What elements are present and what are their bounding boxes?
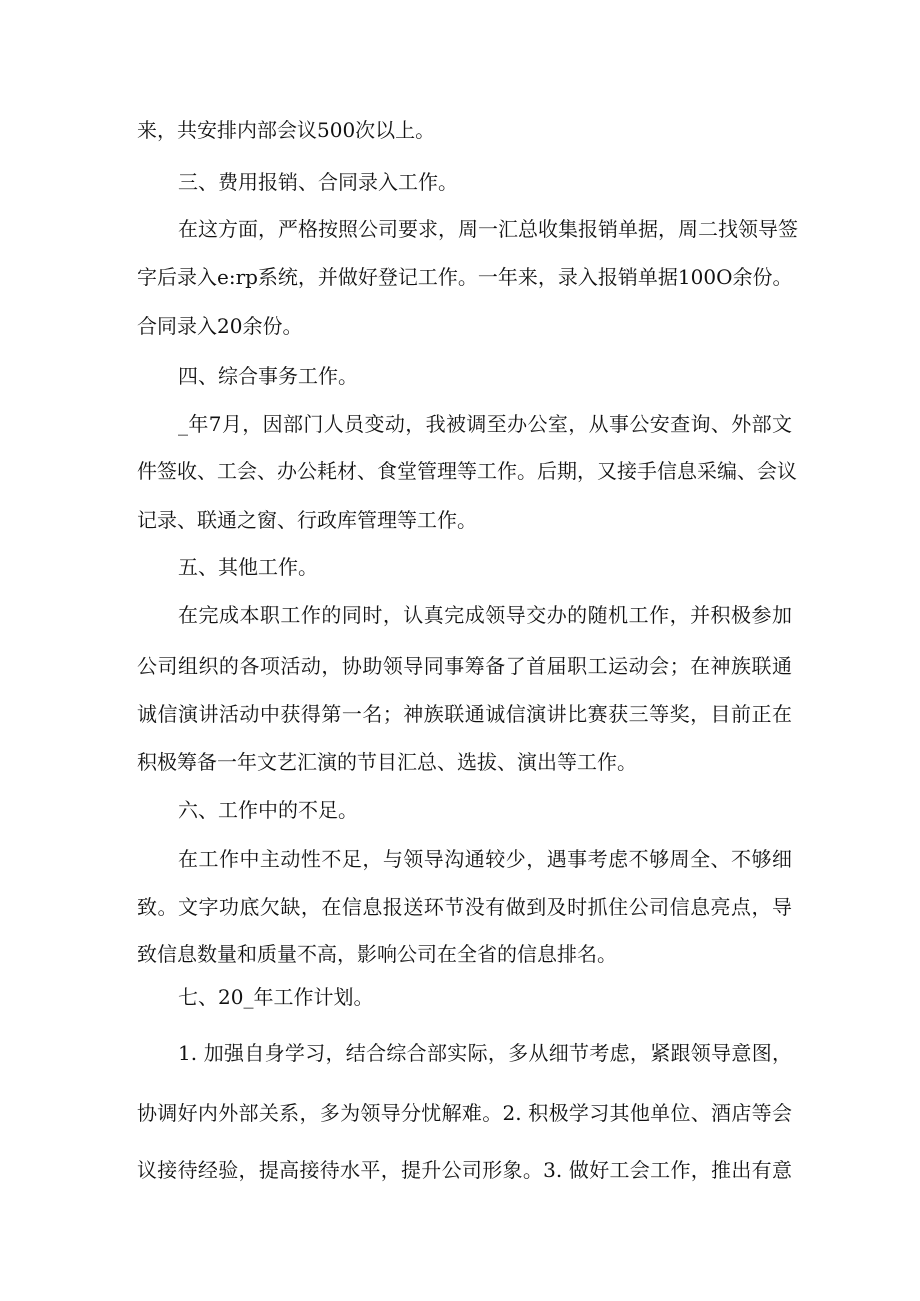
body-line: 件签收、工会、办公耗材、食堂管理等工作。后期，又接手信息采编、会议 bbox=[137, 459, 797, 483]
section-heading: 四、综合事务工作。 bbox=[178, 364, 358, 388]
body-line: 协调好内外部关系，多为领导分忧解难。2. 积极学习其他单位、酒店等会 bbox=[137, 1101, 792, 1125]
body-line: 字后录入e:rp系统，并做好登记工作。一年来，录入报销单据100O余份。 bbox=[137, 265, 793, 289]
section-heading: 六、工作中的不足。 bbox=[178, 798, 358, 822]
body-line: 记录、联通之窗、行政库管理等工作。 bbox=[137, 508, 477, 532]
body-line: 诚信演讲活动中获得第一名；神族联通诚信演讲比赛获三等奖，目前正在 bbox=[137, 702, 792, 726]
body-line: 在完成本职工作的同时，认真完成领导交办的随机工作，并积极参加 bbox=[178, 603, 792, 627]
body-line: 合同录入20余份。 bbox=[137, 314, 303, 338]
body-line: 致信息数量和质量不高，影响公司在全省的信息排名。 bbox=[137, 942, 617, 966]
body-line: 来，共安排内部会议500次以上。 bbox=[137, 118, 436, 142]
body-line: 在工作中主动性不足，与领导沟通较少，遇事考虑不够周全、不够细 bbox=[178, 847, 792, 871]
body-line: 议接待经验，提高接待水平，提升公司形象。3. 做好工会工作，推出有意 bbox=[137, 1158, 792, 1182]
body-line: _年7月，因部门人员变动，我被调至办公室，从事公安查询、外部文 bbox=[178, 412, 792, 436]
body-line: 1. 加强自身学习，结合综合部实际，多从细节考虑，紧跟领导意图， bbox=[178, 1041, 792, 1065]
body-line: 公司组织的各项活动，协助领导同事筹备了首届职工运动会；在神族联通 bbox=[137, 654, 792, 678]
section-heading: 七、20_年工作计划。 bbox=[178, 985, 374, 1009]
body-line: 致。文字功底欠缺，在信息报送环节没有做到及时抓住公司信息亮点，导 bbox=[137, 895, 792, 919]
body-line: 积极筹备一年文艺汇演的节目汇总、选拔、演出等工作。 bbox=[137, 750, 637, 774]
section-heading: 五、其他工作。 bbox=[178, 555, 318, 579]
body-line: 在这方面，严格按照公司要求，周一汇总收集报销单据，周二找领导签 bbox=[178, 217, 798, 241]
section-heading: 三、费用报销、合同录入工作。 bbox=[178, 170, 458, 194]
